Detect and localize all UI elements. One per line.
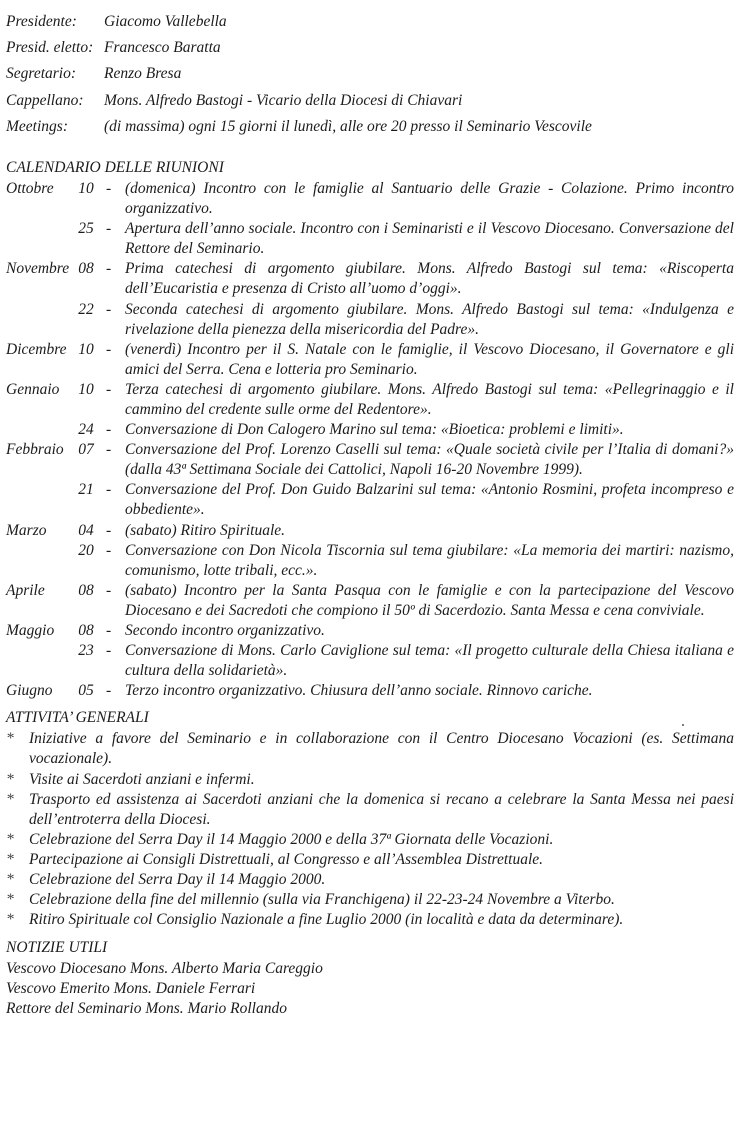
calendar-dash: - — [106, 642, 112, 660]
calendar-month: Febbraio — [6, 441, 64, 459]
calendar-day: 23 — [78, 642, 94, 660]
calendar-day: 10 — [78, 340, 94, 358]
calendar-day: 08 — [78, 581, 94, 599]
attivita-text: Partecipazione ai Consigli Distrettuali, al Congresso e all’Assemblea Distrettuale. — [29, 850, 544, 868]
asterisk-bullet: * — [6, 850, 14, 868]
calendar-dash: - — [106, 541, 112, 559]
asterisk-bullet: * — [6, 730, 14, 748]
calendar-month: Gennaio — [6, 380, 60, 398]
calendar-text: Apertura dell’anno sociale. Incontro con i Seminaristi e il Vescovo Diocesano. Conversazione del Rettore del Seminario. — [125, 220, 734, 258]
notizie-list — [6, 959, 734, 1018]
attivita-text: Iniziative a favore del Seminario e in collaborazione con il Centro Diocesano Vocazioni (es. Settimana vocazionale). — [29, 730, 734, 768]
officer-row-chaplain — [6, 88, 734, 114]
officer-value: Mons. Alfredo Bastogi - Vicario della Diocesi di Chiavari — [104, 91, 463, 109]
calendar-dash: - — [106, 300, 112, 318]
calendar-day: 24 — [78, 421, 94, 439]
asterisk-bullet: * — [6, 871, 14, 889]
calendar-text: Terzo incontro organizzativo. Chiusura dell’anno sociale. Rinnovo cariche. — [125, 682, 593, 700]
attivita-item — [6, 770, 734, 790]
calendar-day: 07 — [78, 441, 94, 459]
calendar-text: Secondo incontro organizzativo. — [125, 622, 325, 639]
notizia-item: Vescovo Diocesano Mons. Alberto Maria Careggio — [6, 960, 323, 978]
officer-row-secretary — [6, 61, 734, 87]
calendar-row — [6, 340, 734, 380]
calendar-row — [6, 641, 734, 681]
calendar-row — [6, 219, 734, 259]
officer-role: Presid. eletto: — [6, 39, 94, 57]
calendar-month: Ottobre — [6, 179, 54, 197]
officer-role: Cappellano: — [6, 91, 84, 109]
asterisk-bullet: * — [6, 891, 14, 909]
attivita-heading: ATTIVITA’ GENERALI — [6, 709, 149, 727]
calendar-text: (sabato) Ritiro Spirituale. — [125, 521, 286, 539]
attivita-item — [6, 890, 734, 910]
calendar-text: Conversazione con Don Nicola Tiscornia sul tema giubilare: «La memoria dei martiri: nazismo, comunismo, lotte tribali, ecc.». — [125, 541, 734, 579]
calendar-row — [6, 259, 734, 299]
asterisk-bullet: * — [6, 790, 14, 808]
calendar-day: 04 — [78, 521, 94, 539]
officer-row-meetings — [6, 114, 734, 140]
officer-value: (di massima) ogni 15 giorni il lunedì, alle ore 20 presso il Seminario Vescovile — [104, 117, 592, 135]
calendar-day: 10 — [78, 380, 94, 398]
calendar-dash: - — [106, 380, 112, 398]
officer-row-president — [6, 9, 734, 35]
calendar-dash: - — [106, 179, 112, 197]
calendar-text: Prima catechesi di argomento giubilare. Mons. Alfredo Bastogi sul tema: «Riscoperta dell’Eucaristia e presenza di Cristo all’uomo d’oggi». — [125, 260, 734, 298]
officer-value: Francesco Baratta — [104, 39, 221, 57]
calendar-row — [6, 300, 734, 340]
officer-role: Segretario: — [6, 65, 77, 83]
calendar-day: 08 — [78, 622, 94, 639]
calendar-text: Conversazione di Don Calogero Marino sul tema: «Bioetica: problemi e limiti». — [125, 421, 624, 439]
calendar-day: 20 — [78, 541, 94, 559]
attivita-item — [6, 790, 734, 830]
calendar-text: (sabato) Incontro per la Santa Pasqua con le famiglie e con la partecipazione del Vescovo Diocesano e dei Sacredoti che compiono il 50º di Sacerdozio. Santa Messa e cena conviviale. — [125, 581, 734, 619]
officer-role: Presidente: — [6, 13, 77, 30]
calendar-dash: - — [106, 622, 112, 639]
calendar-day: 22 — [78, 300, 94, 318]
attivita-text: Ritiro Spirituale col Consiglio Nazionale a fine Luglio 2000 (in località e data da determinare). — [29, 911, 624, 929]
calendar-row — [6, 480, 734, 520]
officers-block — [6, 9, 734, 140]
calendar-text: (domenica) Incontro con le famiglie al Santuario delle Grazie - Colazione. Primo incontro organizzativo. — [125, 179, 734, 218]
attivita-item — [6, 910, 734, 930]
attivita-text: Celebrazione del Serra Day il 14 Maggio 2000 e della 37ª Giornata delle Vocazioni. — [29, 830, 554, 848]
document-page — [6, 9, 734, 1019]
calendar-text: Conversazione del Prof. Don Guido Balzarini sul tema: «Antonio Rosmini, profeta incompreso e obbediente». — [125, 481, 734, 519]
calendar-text: Conversazione del Prof. Lorenzo Caselli sul tema: «Quale società civile per l’Italia di domani?» (dalla 43ª Settimana Sociale dei Cattolici, Napoli 16-20 Novembre 1999). — [125, 441, 734, 479]
asterisk-bullet: * — [6, 770, 14, 788]
calendar-dash: - — [106, 581, 112, 599]
calendar-row — [6, 420, 734, 440]
calendar-month: Aprile — [6, 581, 45, 599]
attivita-item — [6, 850, 734, 870]
attivita-text: Celebrazione della fine del millennio (sulla via Franchigena) il 22-23-24 Novembre a Viterbo. — [29, 891, 615, 909]
calendar-row — [6, 440, 734, 480]
calendar-month: Dicembre — [6, 340, 67, 358]
stray-mark — [682, 724, 684, 726]
asterisk-bullet: * — [6, 911, 14, 929]
calendar-heading: CALENDARIO DELLE RIUNIONI — [6, 158, 224, 176]
calendar-list — [6, 179, 734, 701]
officer-value: Giacomo Vallebella — [104, 13, 227, 30]
calendar-row — [6, 521, 734, 541]
calendar-dash: - — [106, 260, 112, 278]
calendar-day: 25 — [78, 220, 94, 238]
calendar-day: 08 — [78, 260, 94, 278]
attivita-item — [6, 870, 734, 890]
calendar-dash: - — [106, 441, 112, 459]
calendar-dash: - — [106, 340, 112, 358]
calendar-row — [6, 380, 734, 420]
attivita-item — [6, 729, 734, 769]
attivita-text: Trasporto ed assistenza ai Sacerdoti anziani che la domenica si recano a celebrare la Santa Messa nei paesi dell’entroterra della Diocesi. — [29, 790, 734, 828]
asterisk-bullet: * — [6, 830, 14, 848]
calendar-month: Marzo — [6, 521, 47, 539]
attivita-text: Visite ai Sacerdoti anziani e infermi. — [29, 770, 255, 788]
notizie-heading: NOTIZIE UTILI — [6, 939, 108, 957]
calendar-row — [6, 581, 734, 621]
calendar-dash: - — [106, 421, 112, 439]
calendar-text: Conversazione di Mons. Carlo Caviglione sul tema: «Il progetto culturale della Chiesa italiana e cultura della solidarietà». — [125, 642, 734, 680]
calendar-day: 10 — [78, 179, 94, 197]
calendar-dash: - — [106, 220, 112, 238]
calendar-text: Terza catechesi di argomento giubilare. Mons. Alfredo Bastogi sul tema: «Pellegrinaggio e il cammino del credente sulle orme del Redentore». — [125, 380, 734, 418]
calendar-month: Giugno — [6, 682, 53, 700]
calendar-month: Novembre — [6, 260, 70, 278]
attivita-item — [6, 830, 734, 850]
calendar-text: (venerdì) Incontro per il S. Natale con le famiglie, il Vescovo Diocesano, il Governatore e gli amici del Serra. Cena e lotteria pro Seminario. — [125, 340, 734, 378]
attivita-text: Celebrazione del Serra Day il 14 Maggio 2000. — [29, 871, 326, 889]
officer-row-president-elect — [6, 35, 734, 61]
calendar-dash: - — [106, 682, 112, 700]
officer-value: Renzo Bresa — [104, 65, 182, 83]
calendar-row — [6, 179, 734, 219]
calendar-row — [6, 681, 734, 701]
calendar-row — [6, 621, 734, 641]
calendar-dash: - — [106, 481, 112, 499]
attivita-list — [6, 729, 734, 930]
notizia-item: Rettore del Seminario Mons. Mario Rollando — [6, 999, 287, 1017]
calendar-text: Seconda catechesi di argomento giubilare. Mons. Alfredo Bastogi sul tema: «Indulgenza e rivelazione della pienezza della misericordia del Padre». — [125, 300, 734, 338]
officer-role: Meetings: — [6, 117, 68, 135]
notizia-item: Vescovo Emerito Mons. Daniele Ferrari — [6, 980, 256, 998]
calendar-row — [6, 541, 734, 581]
calendar-day: 05 — [78, 682, 94, 700]
calendar-month: Maggio — [6, 622, 55, 639]
calendar-dash: - — [106, 521, 112, 539]
calendar-day: 21 — [78, 481, 94, 499]
